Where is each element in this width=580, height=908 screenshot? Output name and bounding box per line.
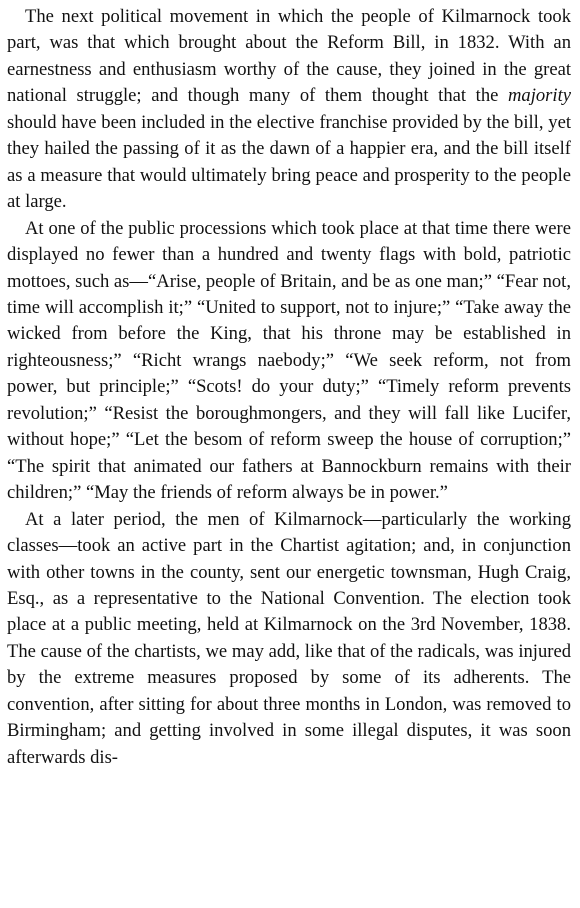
paragraph-chartist: At a later period, the men of Kilmarnock—particularly the working classes—took an active part in the Chartist agitation; and, in conjunction with other towns in the county, sent our energetic townsman, Hugh Craig, Esq., as a representative to the National Convention. The election took place at a public meeting, held at Kilmarnock on the 3rd November, 1838. The cause of the chartists, we may add, like that of the radicals, was injured by the extreme measures proposed by some of its adherents. The convention, after sitting for about three months in London, was removed to Birmingham; and getting involved in some illegal disputes, it was soon afterwards dis- xyxy=(7,508,571,768)
document-page xyxy=(7,4,571,771)
paragraph-reform-bill xyxy=(7,4,571,216)
paragraph-processions: At one of the public processions which took place at that time there were displayed no fewer than a hundred and twenty flags with bold, patriotic mottoes, such as—“Arise, people of Britain, and be as one man;” “Fear not, time will accomplish it;” “United to support, not to injure;” “Take away the wicked from before the King, that his throne may be established in righteousness;” “Richt wrangs naebody;” “We seek reform, not from power, but principle;” “Scots! do your duty;” “Timely reform prevents revolution;” “Resist the boroughmongers, and they will fall like Lucifer, without hope;” “Let the besom of reform sweep the house of corruption;” “The spirit that animated our fathers at Bannockburn remains with their children;” “May the friends of reform always be in power.” xyxy=(7,217,571,504)
emphasized-word: majority xyxy=(507,85,571,107)
paragraph-text-part: The next political movement in which the people of Kilmarnock took part, was that which brought about the Reform Bill, in 1832. With an earnestness and enthusiasm worthy of the cause, they joined in the great national struggle; and though many of them thought that the xyxy=(7,6,571,107)
paragraph-text-part: should have been included in the elective franchise provided by the bill, yet they hailed the passing of it as the dawn of a happier era, and the bill itself as a measure that would ultimately bring peace and prosperity to the people at large. xyxy=(7,111,571,213)
